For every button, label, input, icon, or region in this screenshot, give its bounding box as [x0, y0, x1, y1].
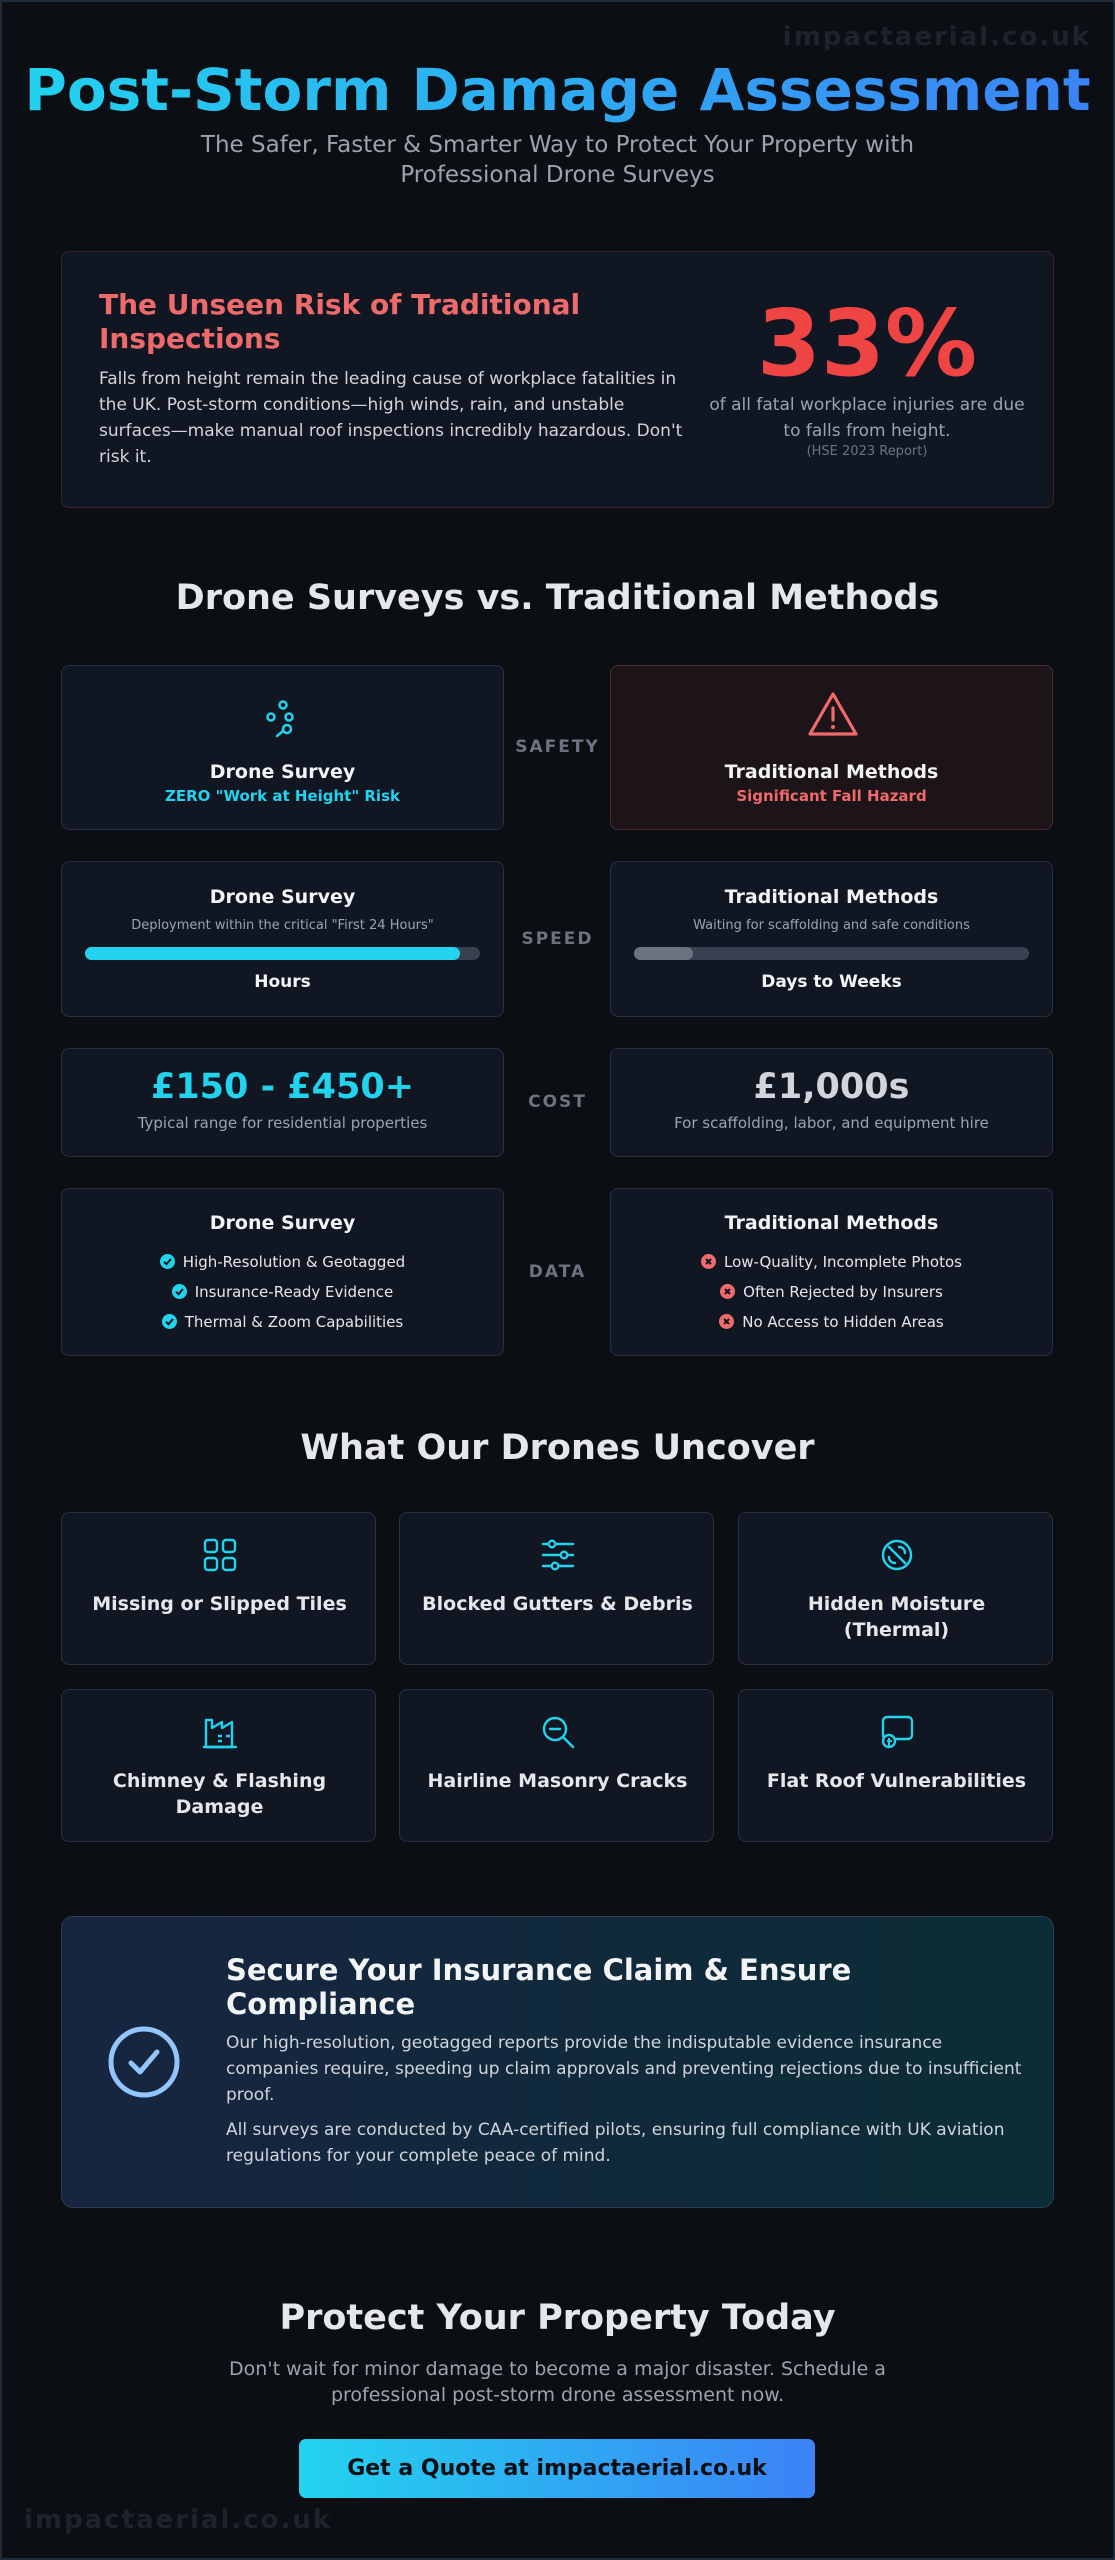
- data-trad-item: Low-Quality, Incomplete Photos: [723, 1253, 962, 1271]
- uncover-label: Chimney & Flashing Damage: [112, 1770, 327, 1818]
- cost-trad-value: £1,000s: [753, 1067, 910, 1107]
- insurance-title: Secure Your Insurance Claim & Ensure Compliance: [226, 1953, 852, 2021]
- uncover-card-moisture: [738, 1512, 1053, 1665]
- watermark-bottom: impactaerial.co.uk: [24, 2505, 333, 2535]
- check-icon: [160, 1254, 175, 1269]
- moisture-icon: [879, 1537, 915, 1573]
- data-drone-item: Thermal & Zoom Capabilities: [184, 1313, 404, 1331]
- hero-subtitle: The Safer, Faster & Smarter Way to Protect Your Property with Professional Drone Surveys: [200, 132, 915, 188]
- speed-trad-value: Days to Weeks: [761, 972, 902, 992]
- risk-card: [61, 251, 1054, 508]
- risk-stat: 33%: [756, 290, 978, 397]
- get-quote-button[interactable]: Get a Quote at impactaerial.co.uk: [299, 2439, 815, 2498]
- label-safety: SAFETY: [515, 737, 600, 757]
- cta-subtitle: Don't wait for minor damage to become a major disaster. Schedule a professional post-storm drone assessment now.: [229, 2358, 886, 2406]
- data-trad-item: Often Rejected by Insurers: [743, 1283, 943, 1301]
- label-speed: SPEED: [521, 929, 594, 949]
- risk-source: (HSE 2023 Report): [806, 444, 928, 459]
- comparison-title: Drone Surveys vs. Traditional Methods: [175, 578, 940, 618]
- uncover-title: What Our Drones Uncover: [300, 1428, 815, 1468]
- uncover-label: Missing or Slipped Tiles: [92, 1593, 347, 1615]
- cross-icon: [719, 1314, 734, 1329]
- speed-trad-bar: [634, 947, 1029, 960]
- label-data: DATA: [528, 1262, 587, 1282]
- list-item: [62, 1247, 503, 1277]
- drone-icon: [263, 698, 303, 742]
- check-icon: [162, 1314, 177, 1329]
- speed-drone-title: Drone Survey: [209, 886, 356, 908]
- speed-trad-bar-fill: [634, 947, 693, 960]
- data-drone-list: [62, 1247, 503, 1337]
- cost-drone-value: £150 - £450+: [150, 1067, 415, 1107]
- hero-title: Post-Storm Damage Assessment: [0, 52, 1115, 128]
- speed-drone-value: Hours: [254, 972, 311, 992]
- data-trad-list: [611, 1247, 1052, 1337]
- risk-title: The Unseen Risk of Traditional Inspections: [99, 288, 581, 355]
- tiles-grid-icon: [202, 1537, 238, 1573]
- list-item: [62, 1307, 503, 1337]
- safety-drone-sub: ZERO "Work at Height" Risk: [165, 787, 400, 805]
- list-item: [611, 1307, 1052, 1337]
- safety-trad-card: [610, 665, 1053, 830]
- speed-trad-title: Traditional Methods: [724, 886, 939, 908]
- uncover-card-flat-roof: [738, 1689, 1053, 1842]
- data-drone-title: Drone Survey: [209, 1212, 356, 1234]
- insurance-paragraph-1: Our high-resolution, geotagged reports provide the indisputable evidence insurance companies require, speeding up claim approvals and preventing rejections due to insufficient proof.: [226, 2033, 1022, 2105]
- insurance-card: [61, 1916, 1054, 2208]
- uncover-label: Blocked Gutters & Debris: [422, 1593, 693, 1615]
- chimney-icon: [202, 1714, 238, 1750]
- speed-trad-card: [610, 861, 1053, 1017]
- check-circle-icon: [107, 2025, 181, 2099]
- watermark-top: impactaerial.co.uk: [782, 22, 1091, 52]
- speed-drone-card: [61, 861, 504, 1017]
- speed-drone-bar-fill: [85, 947, 460, 960]
- data-drone-card: [61, 1188, 504, 1356]
- data-trad-title: Traditional Methods: [724, 1212, 939, 1234]
- data-drone-item: Insurance-Ready Evidence: [194, 1283, 394, 1301]
- flat-roof-icon: [879, 1714, 915, 1750]
- magnify-minus-icon: [540, 1714, 576, 1750]
- safety-trad-sub: Significant Fall Hazard: [736, 787, 927, 805]
- label-cost: COST: [528, 1092, 587, 1112]
- cross-icon: [701, 1254, 716, 1269]
- safety-drone-title: Drone Survey: [209, 761, 356, 783]
- check-icon: [172, 1284, 187, 1299]
- list-item: [62, 1277, 503, 1307]
- cost-trad-note: For scaffolding, labor, and equipment hire: [674, 1114, 989, 1132]
- data-trad-card: [610, 1188, 1053, 1356]
- uncover-label: Flat Roof Vulnerabilities: [766, 1770, 1027, 1792]
- cost-drone-note: Typical range for residential properties: [137, 1114, 428, 1132]
- uncover-card-tiles: [61, 1512, 376, 1665]
- uncover-card-chimney: [61, 1689, 376, 1842]
- list-item: [611, 1277, 1052, 1307]
- safety-trad-title: Traditional Methods: [724, 761, 939, 783]
- cross-icon: [720, 1284, 735, 1299]
- warning-icon: [806, 690, 860, 740]
- uncover-card-cracks: [399, 1689, 714, 1842]
- risk-text: Falls from height remain the leading cause of workplace fatalities in the UK. Post-storm conditions—high winds, rain, and unstable surfaces—make manual roof inspections incredibly hazardous. Don't risk it.: [99, 369, 683, 467]
- sliders-icon: [540, 1537, 576, 1573]
- uncover-label: Hairline Masonry Cracks: [427, 1770, 688, 1792]
- cost-trad-card: [610, 1048, 1053, 1157]
- insurance-paragraph-2: All surveys are conducted by CAA-certified pilots, ensuring full compliance with UK aviation regulations for your complete peace of mind.: [226, 2120, 1005, 2166]
- list-item: [611, 1247, 1052, 1277]
- speed-trad-note: Waiting for scaffolding and safe conditions: [693, 918, 970, 933]
- uncover-label: Hidden Moisture (Thermal): [807, 1593, 986, 1641]
- risk-stat-caption: of all fatal workplace injuries are due to falls from height.: [709, 395, 1025, 441]
- speed-drone-note: Deployment within the critical "First 24 Hours": [131, 918, 434, 933]
- safety-drone-card: [61, 665, 504, 830]
- uncover-card-gutters: [399, 1512, 714, 1665]
- data-drone-item: High-Resolution & Geotagged: [182, 1253, 406, 1271]
- cost-drone-card: [61, 1048, 504, 1157]
- cta-title: Protect Your Property Today: [279, 2298, 836, 2338]
- data-trad-item: No Access to Hidden Areas: [742, 1313, 944, 1331]
- speed-drone-bar: [85, 947, 480, 960]
